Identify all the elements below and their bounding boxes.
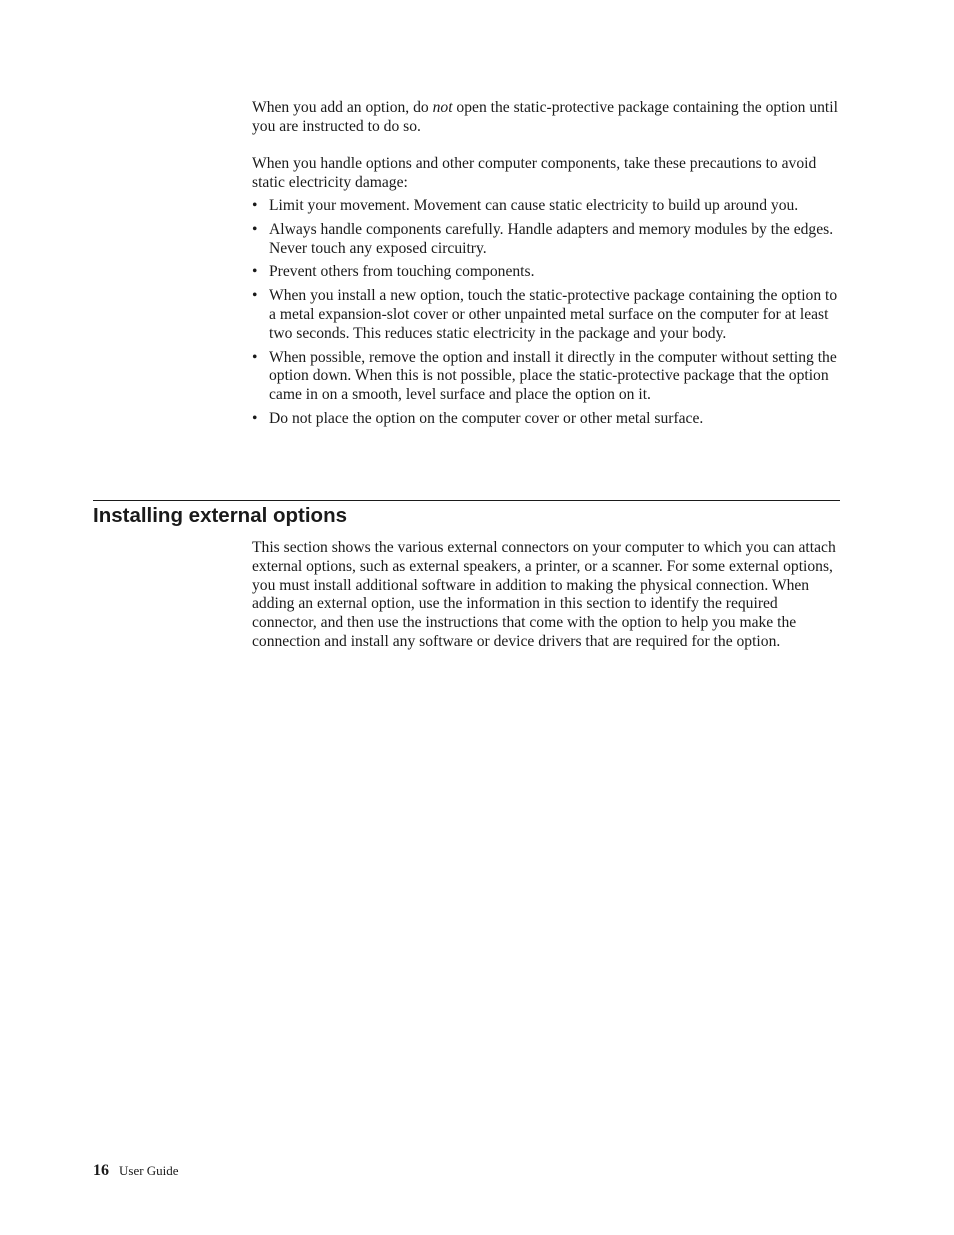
list-item [252, 410, 842, 429]
section-divider [93, 500, 840, 501]
bullet-icon: • [252, 348, 258, 366]
intro-paragraph-1-emphasis: not [432, 99, 453, 116]
list-item [252, 263, 842, 282]
bullet-icon: • [252, 197, 258, 214]
document-title: User Guide [119, 1163, 179, 1178]
bullet-icon: • [252, 263, 258, 281]
intro-paragraph-1-start: When you add an option, do [252, 99, 433, 116]
bullet-icon: • [252, 409, 258, 427]
intro-paragraph-1 [252, 99, 842, 137]
page-number: 16 [93, 1162, 109, 1179]
list-item-text: When you install a new option, touch the static-protective package containing the option to a metal expansion-slot cover or other unpainted metal surface on the computer for at least two seconds. This reduces static electricity in the package and your body. [269, 287, 838, 342]
intro-paragraph-1-end: open the static-protective package containing the option until you are instructed to do so. [252, 99, 838, 135]
intro-paragraph-2: When you handle options and other computer components, take these precautions to avoid static electricity damage: [252, 155, 817, 191]
list-item-text: When possible, remove the option and install it directly in the computer without setting the option down. When this is not possible, place the static-protective package that the option came in on a smooth, level surface and place the option on it. [269, 348, 837, 404]
section-body-paragraph: This section shows the various external connectors on your computer to which you can attach external options, such as external speakers, a printer, or a scanner. For some external options, you must install additional software in addition to making the physical connection. When adding an external option, use the information in this section to identify the required connector, and then use the instructions that come with the option to help you make the connection and install any software or device drivers that are required for the option. [252, 539, 836, 650]
list-item [252, 197, 842, 216]
bullet-icon: • [252, 287, 258, 305]
list-item-text: Always handle components carefully. Handle adapters and memory modules by the edges. Never touch any exposed circuitry. [269, 220, 834, 257]
list-item-text: Prevent others from touching components. [269, 263, 535, 281]
list-item [252, 221, 842, 259]
list-item [252, 349, 842, 405]
list-item [252, 287, 842, 343]
bullet-icon: • [252, 220, 258, 238]
section-heading: Installing external options [93, 504, 348, 527]
precautions-list [252, 197, 842, 434]
list-item-text: Do not place the option on the computer cover or other metal surface. [269, 409, 704, 427]
page-footer [93, 1162, 179, 1180]
list-item-text: Limit your movement. Movement can cause static electricity to build up around you. [269, 197, 799, 214]
